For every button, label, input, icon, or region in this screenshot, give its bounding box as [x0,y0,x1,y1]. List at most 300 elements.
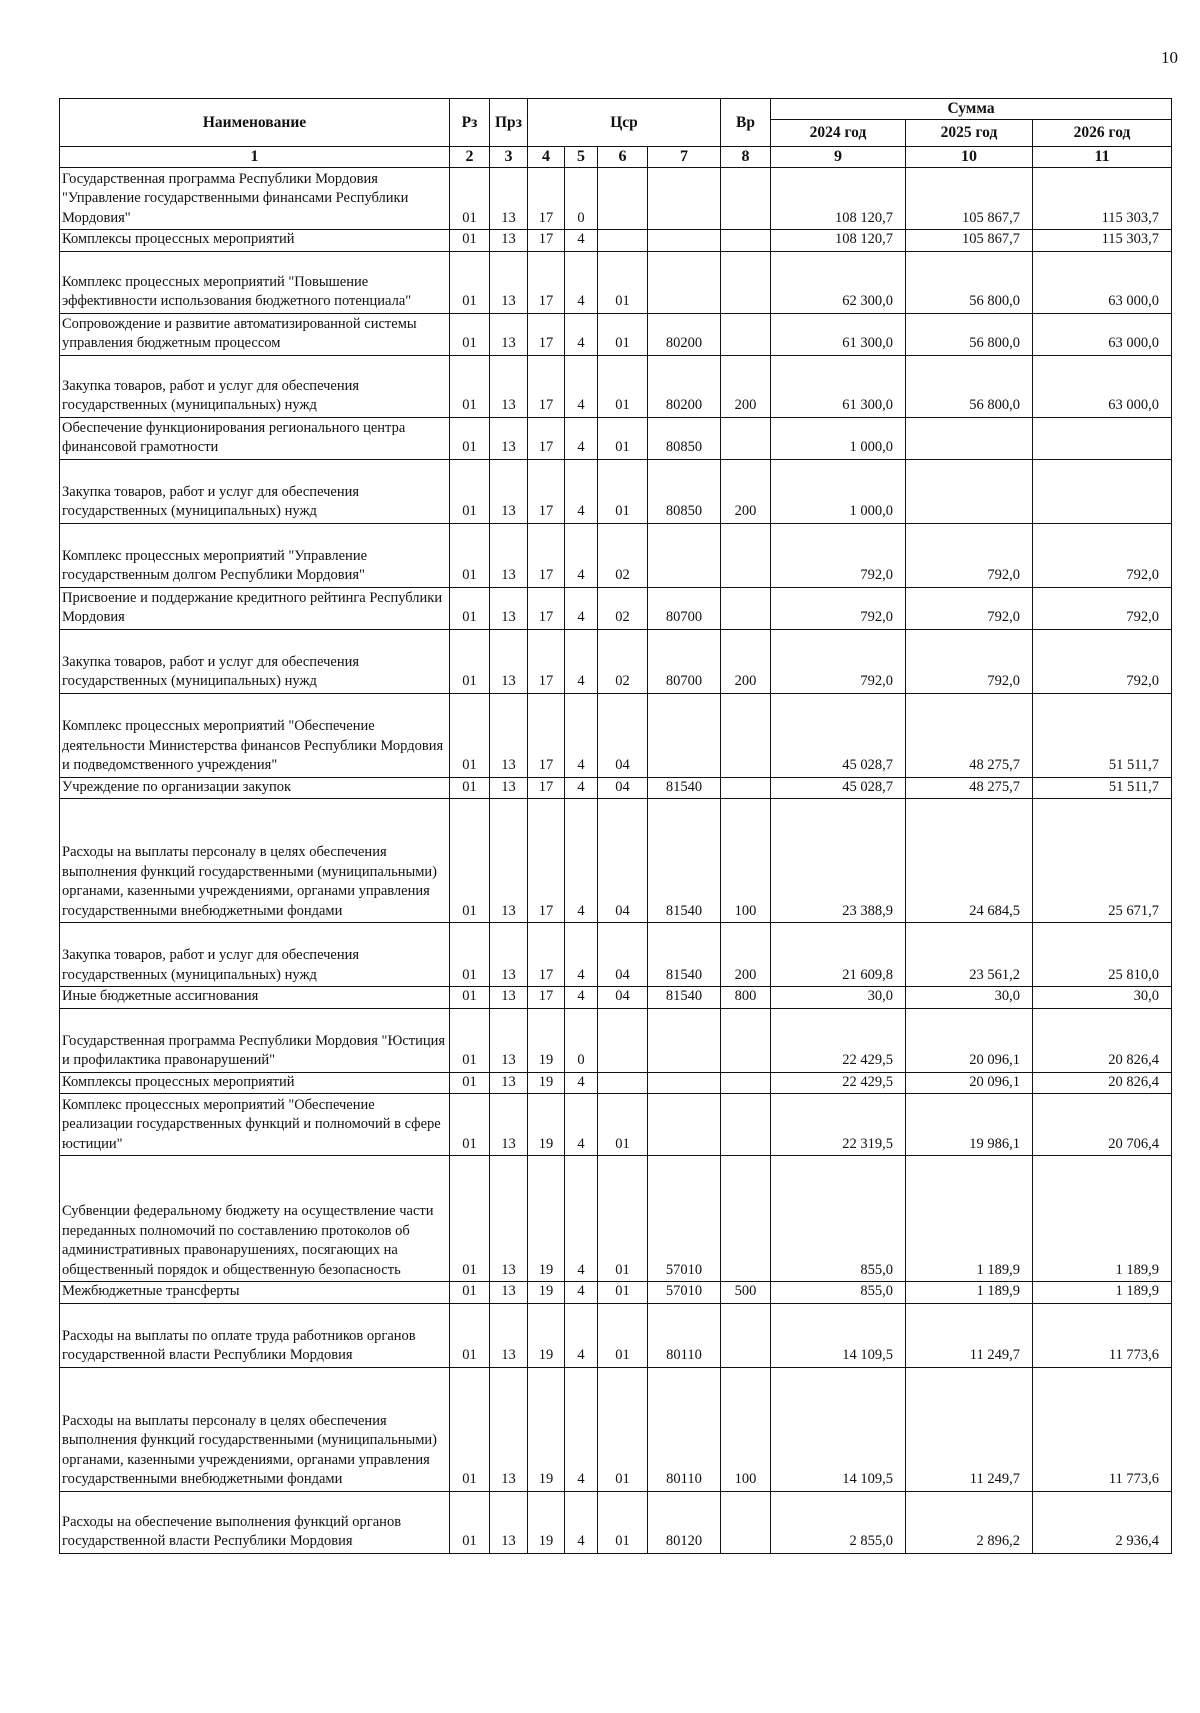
row-csr-type: 4 [565,587,598,629]
row-prz: 13 [490,523,528,587]
row-prz: 13 [490,1094,528,1156]
row-csr-program: 17 [528,313,565,355]
row-csr-structure [598,230,648,252]
row-amount-2026: 20 826,4 [1033,1072,1172,1094]
row-rz: 01 [450,168,490,230]
row-csr-program: 17 [528,629,565,693]
row-prz: 13 [490,230,528,252]
table-header [60,99,1172,168]
row-csr-type: 4 [565,523,598,587]
row-prz: 13 [490,1303,528,1367]
row-amount-2026: 25 671,7 [1033,799,1172,923]
row-amount-2024: 14 109,5 [771,1367,906,1491]
row-amount-2026: 1 189,9 [1033,1156,1172,1282]
table-row [60,1491,1172,1553]
row-amount-2025: 105 867,7 [906,230,1033,252]
table-row [60,587,1172,629]
column-number: 9 [771,147,906,168]
table-row [60,1094,1172,1156]
row-vr [721,417,771,459]
row-rz: 01 [450,417,490,459]
row-csr-direction [648,168,721,230]
row-csr-program: 17 [528,459,565,523]
row-csr-type: 4 [565,230,598,252]
row-amount-2026: 63 000,0 [1033,251,1172,313]
row-amount-2024: 45 028,7 [771,693,906,777]
table-row [60,168,1172,230]
row-name: Расходы на выплаты персоналу в целях обеспечения выполнения функций государственными (муниципальными) органами, казенными учреждениями, органами управления государственными внебюджетными фондами [60,799,450,923]
row-vr [721,1072,771,1094]
row-csr-direction [648,523,721,587]
row-amount-2024: 108 120,7 [771,230,906,252]
header-rz: Рз [450,99,490,147]
row-csr-program: 19 [528,1303,565,1367]
row-vr: 200 [721,355,771,417]
row-vr: 200 [721,459,771,523]
row-csr-program: 17 [528,923,565,987]
row-csr-direction: 81540 [648,777,721,799]
row-amount-2024: 62 300,0 [771,251,906,313]
row-csr-direction: 57010 [648,1282,721,1304]
row-amount-2024: 855,0 [771,1282,906,1304]
row-csr-type: 4 [565,251,598,313]
row-csr-type: 4 [565,1282,598,1304]
row-amount-2024: 855,0 [771,1156,906,1282]
row-csr-type: 4 [565,1491,598,1553]
row-csr-direction [648,230,721,252]
row-vr: 200 [721,629,771,693]
row-csr-type: 4 [565,693,598,777]
row-csr-type: 4 [565,1156,598,1282]
row-amount-2025: 48 275,7 [906,777,1033,799]
row-vr [721,1008,771,1072]
row-amount-2024: 2 855,0 [771,1491,906,1553]
row-csr-structure: 01 [598,1282,648,1304]
row-name: Присвоение и поддержание кредитного рейтинга Республики Мордовия [60,587,450,629]
row-csr-type: 4 [565,777,598,799]
row-vr [721,523,771,587]
row-csr-program: 19 [528,1491,565,1553]
row-csr-type: 4 [565,1094,598,1156]
row-rz: 01 [450,1367,490,1491]
row-csr-type: 4 [565,1303,598,1367]
row-csr-program: 19 [528,1367,565,1491]
row-csr-structure: 01 [598,251,648,313]
row-csr-structure [598,1008,648,1072]
table-row [60,523,1172,587]
table-row [60,923,1172,987]
row-csr-direction: 80200 [648,313,721,355]
row-amount-2026: 30,0 [1033,987,1172,1009]
row-prz: 13 [490,1282,528,1304]
row-amount-2026: 20 706,4 [1033,1094,1172,1156]
row-csr-direction: 57010 [648,1156,721,1282]
row-csr-structure: 02 [598,523,648,587]
row-vr: 500 [721,1282,771,1304]
table-row [60,799,1172,923]
row-amount-2024: 61 300,0 [771,313,906,355]
table-row [60,1303,1172,1367]
row-amount-2026: 2 936,4 [1033,1491,1172,1553]
table-row [60,777,1172,799]
table-row [60,1072,1172,1094]
row-name: Иные бюджетные ассигнования [60,987,450,1009]
row-amount-2025: 2 896,2 [906,1491,1033,1553]
row-amount-2024: 21 609,8 [771,923,906,987]
row-rz: 01 [450,1303,490,1367]
row-csr-type: 4 [565,923,598,987]
table-row [60,629,1172,693]
row-csr-structure: 04 [598,987,648,1009]
column-number: 1 [60,147,450,168]
row-vr: 800 [721,987,771,1009]
row-name: Комплекс процессных мероприятий "Управление государственным долгом Республики Мордовия" [60,523,450,587]
row-csr-program: 17 [528,587,565,629]
table-row [60,417,1172,459]
row-amount-2026: 1 189,9 [1033,1282,1172,1304]
row-amount-2025: 20 096,1 [906,1008,1033,1072]
row-amount-2025: 23 561,2 [906,923,1033,987]
row-prz: 13 [490,587,528,629]
row-prz: 13 [490,459,528,523]
column-number: 4 [528,147,565,168]
row-csr-direction: 80110 [648,1367,721,1491]
row-csr-type: 4 [565,987,598,1009]
header-year-2025: 2025 год [906,120,1033,147]
row-rz: 01 [450,693,490,777]
row-name: Расходы на выплаты по оплате труда работников органов государственной власти Республики Мордовия [60,1303,450,1367]
row-csr-direction [648,1008,721,1072]
row-prz: 13 [490,1008,528,1072]
row-prz: 13 [490,987,528,1009]
table-row [60,355,1172,417]
row-amount-2025 [906,417,1033,459]
row-csr-structure: 01 [598,459,648,523]
row-amount-2026: 25 810,0 [1033,923,1172,987]
row-prz: 13 [490,355,528,417]
row-name: Закупка товаров, работ и услуг для обеспечения государственных (муниципальных) нужд [60,459,450,523]
row-amount-2026: 115 303,7 [1033,168,1172,230]
table-row [60,1282,1172,1304]
row-name: Закупка товаров, работ и услуг для обеспечения государственных (муниципальных) нужд [60,923,450,987]
budget-table [59,98,1172,1554]
row-amount-2026: 63 000,0 [1033,313,1172,355]
row-csr-structure: 01 [598,313,648,355]
row-rz: 01 [450,987,490,1009]
row-csr-structure: 01 [598,1303,648,1367]
row-vr [721,693,771,777]
row-name: Комплекс процессных мероприятий "Повышение эффективности использования бюджетного потенциала" [60,251,450,313]
row-rz: 01 [450,230,490,252]
row-vr [721,168,771,230]
row-prz: 13 [490,923,528,987]
table-row [60,1156,1172,1282]
row-prz: 13 [490,1491,528,1553]
row-rz: 01 [450,629,490,693]
row-amount-2026: 11 773,6 [1033,1367,1172,1491]
column-number: 8 [721,147,771,168]
row-amount-2025: 105 867,7 [906,168,1033,230]
row-vr [721,230,771,252]
row-rz: 01 [450,587,490,629]
row-csr-type: 4 [565,1072,598,1094]
row-prz: 13 [490,313,528,355]
row-amount-2025: 48 275,7 [906,693,1033,777]
row-amount-2024: 30,0 [771,987,906,1009]
row-csr-program: 17 [528,417,565,459]
row-rz: 01 [450,1282,490,1304]
header-prz: Прз [490,99,528,147]
row-csr-type: 0 [565,1008,598,1072]
row-prz: 13 [490,1367,528,1491]
row-csr-direction [648,1072,721,1094]
row-amount-2024: 22 429,5 [771,1008,906,1072]
row-name: Расходы на обеспечение выполнения функций органов государственной власти Республики Мордовия [60,1491,450,1553]
row-csr-structure: 01 [598,1367,648,1491]
row-csr-program: 19 [528,1282,565,1304]
row-csr-direction [648,693,721,777]
row-vr [721,1303,771,1367]
row-csr-direction: 80120 [648,1491,721,1553]
page-number: 10 [1161,48,1178,67]
row-prz: 13 [490,1156,528,1282]
row-amount-2024: 22 319,5 [771,1094,906,1156]
row-vr [721,1156,771,1282]
row-amount-2024: 1 000,0 [771,417,906,459]
row-csr-direction: 81540 [648,923,721,987]
row-csr-type: 4 [565,417,598,459]
row-csr-program: 17 [528,799,565,923]
row-csr-structure: 01 [598,355,648,417]
column-number: 5 [565,147,598,168]
row-rz: 01 [450,459,490,523]
row-amount-2024: 14 109,5 [771,1303,906,1367]
table-row [60,459,1172,523]
row-name: Учреждение по организации закупок [60,777,450,799]
row-csr-program: 17 [528,693,565,777]
row-csr-program: 19 [528,1008,565,1072]
row-csr-type: 4 [565,799,598,923]
row-amount-2025: 11 249,7 [906,1303,1033,1367]
row-csr-program: 17 [528,523,565,587]
row-prz: 13 [490,799,528,923]
row-rz: 01 [450,1072,490,1094]
row-amount-2025: 56 800,0 [906,355,1033,417]
row-vr [721,251,771,313]
row-name: Сопровождение и развитие автоматизированной системы управления бюджетным процессом [60,313,450,355]
row-csr-structure: 04 [598,799,648,923]
row-csr-structure: 04 [598,693,648,777]
row-csr-program: 19 [528,1072,565,1094]
header-year-2026: 2026 год [1033,120,1172,147]
row-amount-2024: 1 000,0 [771,459,906,523]
row-vr [721,313,771,355]
row-amount-2024: 108 120,7 [771,168,906,230]
table-row [60,693,1172,777]
row-rz: 01 [450,799,490,923]
row-prz: 13 [490,629,528,693]
row-csr-direction: 80850 [648,459,721,523]
row-amount-2026: 792,0 [1033,629,1172,693]
row-amount-2025: 792,0 [906,587,1033,629]
row-vr: 100 [721,799,771,923]
row-csr-program: 19 [528,1156,565,1282]
row-vr: 200 [721,923,771,987]
column-number: 7 [648,147,721,168]
table-row [60,251,1172,313]
table-row [60,313,1172,355]
row-amount-2025: 20 096,1 [906,1072,1033,1094]
row-vr [721,587,771,629]
row-csr-structure [598,168,648,230]
row-amount-2025: 1 189,9 [906,1282,1033,1304]
row-name: Закупка товаров, работ и услуг для обеспечения государственных (муниципальных) нужд [60,355,450,417]
column-number: 3 [490,147,528,168]
row-csr-structure: 01 [598,1491,648,1553]
row-amount-2025: 56 800,0 [906,313,1033,355]
row-vr [721,777,771,799]
row-amount-2026: 115 303,7 [1033,230,1172,252]
row-vr [721,1491,771,1553]
row-amount-2025: 30,0 [906,987,1033,1009]
table-row [60,987,1172,1009]
row-csr-direction [648,251,721,313]
row-rz: 01 [450,523,490,587]
header-vr: Вр [721,99,771,147]
row-prz: 13 [490,1072,528,1094]
row-prz: 13 [490,168,528,230]
row-rz: 01 [450,777,490,799]
table-row [60,1367,1172,1491]
row-name: Закупка товаров, работ и услуг для обеспечения государственных (муниципальных) нужд [60,629,450,693]
row-amount-2025: 19 986,1 [906,1094,1033,1156]
row-csr-direction: 80200 [648,355,721,417]
row-csr-program: 17 [528,355,565,417]
row-csr-direction [648,1094,721,1156]
row-amount-2025: 792,0 [906,523,1033,587]
row-amount-2026: 792,0 [1033,587,1172,629]
row-amount-2026 [1033,417,1172,459]
row-name: Государственная программа Республики Мордовия "Юстиция и профилактика правонарушений" [60,1008,450,1072]
row-csr-structure: 02 [598,629,648,693]
row-prz: 13 [490,251,528,313]
row-amount-2026: 51 511,7 [1033,693,1172,777]
row-rz: 01 [450,355,490,417]
table-row [60,1008,1172,1072]
row-csr-structure [598,1072,648,1094]
row-name: Обеспечение функционирования регионального центра финансовой грамотности [60,417,450,459]
row-amount-2024: 61 300,0 [771,355,906,417]
row-csr-type: 4 [565,355,598,417]
row-csr-direction: 81540 [648,799,721,923]
row-csr-type: 4 [565,459,598,523]
row-csr-program: 17 [528,230,565,252]
row-amount-2024: 792,0 [771,587,906,629]
row-vr [721,1094,771,1156]
row-amount-2025: 56 800,0 [906,251,1033,313]
row-name: Расходы на выплаты персоналу в целях обеспечения выполнения функций государственными (муниципальными) органами, казенными учреждениями, органами управления государственными внебюджетными фондами [60,1367,450,1491]
table-row [60,230,1172,252]
row-name: Комплексы процессных мероприятий [60,1072,450,1094]
column-number: 11 [1033,147,1172,168]
row-csr-structure: 04 [598,777,648,799]
row-csr-program: 19 [528,1094,565,1156]
row-rz: 01 [450,313,490,355]
table-body [60,168,1172,1554]
row-amount-2025: 792,0 [906,629,1033,693]
row-rz: 01 [450,1094,490,1156]
row-name: Субвенции федеральному бюджету на осуществление части переданных полномочий по составлению протоколов об административных правонарушениях, посягающих на общественный порядок и общественную безопасность [60,1156,450,1282]
row-csr-direction: 80110 [648,1303,721,1367]
row-amount-2024: 792,0 [771,523,906,587]
row-csr-direction: 80850 [648,417,721,459]
row-csr-type: 0 [565,168,598,230]
row-rz: 01 [450,1008,490,1072]
row-csr-direction: 81540 [648,987,721,1009]
column-number: 10 [906,147,1033,168]
row-name: Комплекс процессных мероприятий "Обеспечение реализации государственных функций и полномочий в сфере юстиции" [60,1094,450,1156]
row-amount-2025: 24 684,5 [906,799,1033,923]
row-rz: 01 [450,251,490,313]
row-amount-2026: 51 511,7 [1033,777,1172,799]
row-amount-2024: 23 388,9 [771,799,906,923]
row-rz: 01 [450,923,490,987]
row-name: Государственная программа Республики Мордовия "Управление государственными финансами Республики Мордовия" [60,168,450,230]
row-prz: 13 [490,417,528,459]
row-csr-program: 17 [528,987,565,1009]
row-csr-structure: 01 [598,1094,648,1156]
row-amount-2026: 792,0 [1033,523,1172,587]
row-prz: 13 [490,693,528,777]
row-csr-program: 17 [528,251,565,313]
row-amount-2026 [1033,459,1172,523]
row-name: Межбюджетные трансферты [60,1282,450,1304]
row-vr: 100 [721,1367,771,1491]
row-amount-2024: 792,0 [771,629,906,693]
row-amount-2026: 63 000,0 [1033,355,1172,417]
row-csr-type: 4 [565,629,598,693]
row-rz: 01 [450,1156,490,1282]
row-csr-structure: 04 [598,923,648,987]
header-sum: Сумма [771,99,1172,120]
row-amount-2026: 11 773,6 [1033,1303,1172,1367]
row-amount-2026: 20 826,4 [1033,1008,1172,1072]
row-csr-direction: 80700 [648,629,721,693]
row-amount-2024: 22 429,5 [771,1072,906,1094]
row-name: Комплекс процессных мероприятий "Обеспечение деятельности Министерства финансов Республики Мордовия и подведомственного учреждения" [60,693,450,777]
header-year-2024: 2024 год [771,120,906,147]
row-csr-type: 4 [565,1367,598,1491]
header-name: Наименование [60,99,450,147]
row-amount-2024: 45 028,7 [771,777,906,799]
row-csr-direction: 80700 [648,587,721,629]
row-amount-2025: 11 249,7 [906,1367,1033,1491]
row-rz: 01 [450,1491,490,1553]
row-name: Комплексы процессных мероприятий [60,230,450,252]
row-amount-2025: 1 189,9 [906,1156,1033,1282]
column-number: 2 [450,147,490,168]
row-csr-program: 17 [528,168,565,230]
header-csr: Цср [528,99,721,147]
row-csr-structure: 02 [598,587,648,629]
column-number: 6 [598,147,648,168]
row-csr-structure: 01 [598,417,648,459]
row-amount-2025 [906,459,1033,523]
row-csr-program: 17 [528,777,565,799]
row-prz: 13 [490,777,528,799]
row-csr-structure: 01 [598,1156,648,1282]
row-csr-type: 4 [565,313,598,355]
